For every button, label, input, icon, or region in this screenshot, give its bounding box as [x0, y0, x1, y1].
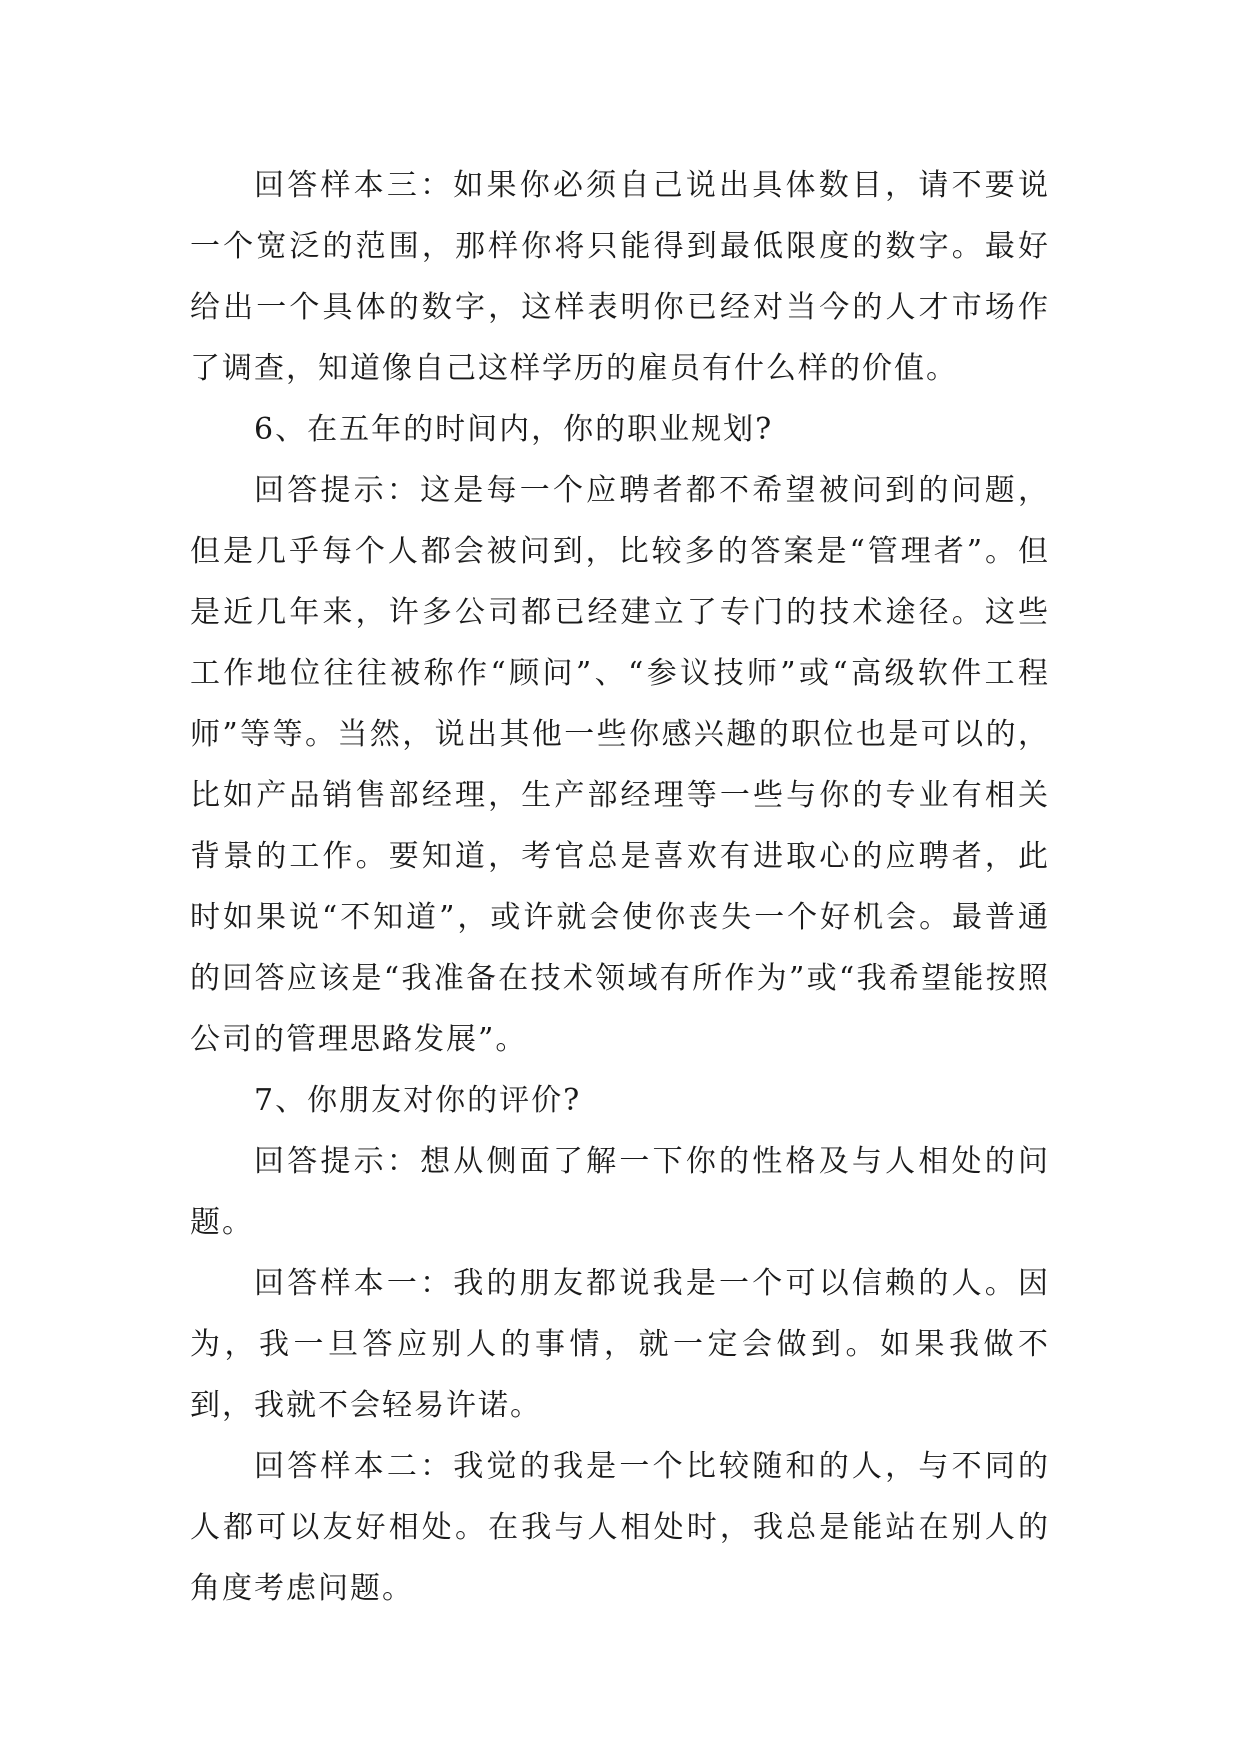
- question-7-heading: 7、你朋友对你的评价?: [254, 1083, 582, 1118]
- document-page: [190, 155, 1050, 1619]
- paragraph-answer-hint-7: 回答提示：想从侧面了解一下你的性格及与人相处的问题。: [190, 1144, 1050, 1240]
- paragraph-answer-sample-2: 回答样本二：我觉的我是一个比较随和的人，与不同的人都可以友好相处。在我与人相处时，我总是能站在别人的角度考虑问题。: [190, 1449, 1050, 1606]
- paragraph-answer-sample-3: 回答样本三：如果你必须自己说出具体数目，请不要说一个宽泛的范围，那样你将只能得到最低限度的数字。最好给出一个具体的数字，这样表明你已经对当今的人才市场作了调查，知道像自己这样学历的雇员有什么样的价值。: [190, 168, 1050, 386]
- paragraph-answer-sample-1: 回答样本一：我的朋友都说我是一个可以信赖的人。因为，我一旦答应别人的事情，就一定会做到。如果我做不到，我就不会轻易许诺。: [190, 1266, 1050, 1423]
- paragraph-answer-hint-6: 回答提示：这是每一个应聘者都不希望被问到的问题，但是几乎每个人都会被问到，比较多的答案是“管理者”。但是近几年来，许多公司都已经建立了专门的技术途径。这些工作地位往往被称作“顾问”、“参议技师”或“高级软件工程师”等等。当然，说出其他一些你感兴趣的职位也是可以的，比如产品销售部经理，生产部经理等一些与你的专业有相关背景的工作。要知道，考官总是喜欢有进取心的应聘者，此时如果说“不知道”，或许就会使你丧失一个好机会。最普通的回答应该是“我准备在技术领域有所作为”或“我希望能按照公司的管理思路发展”。: [190, 473, 1050, 1057]
- question-6-heading: 6、在五年的时间内，你的职业规划?: [254, 412, 774, 447]
